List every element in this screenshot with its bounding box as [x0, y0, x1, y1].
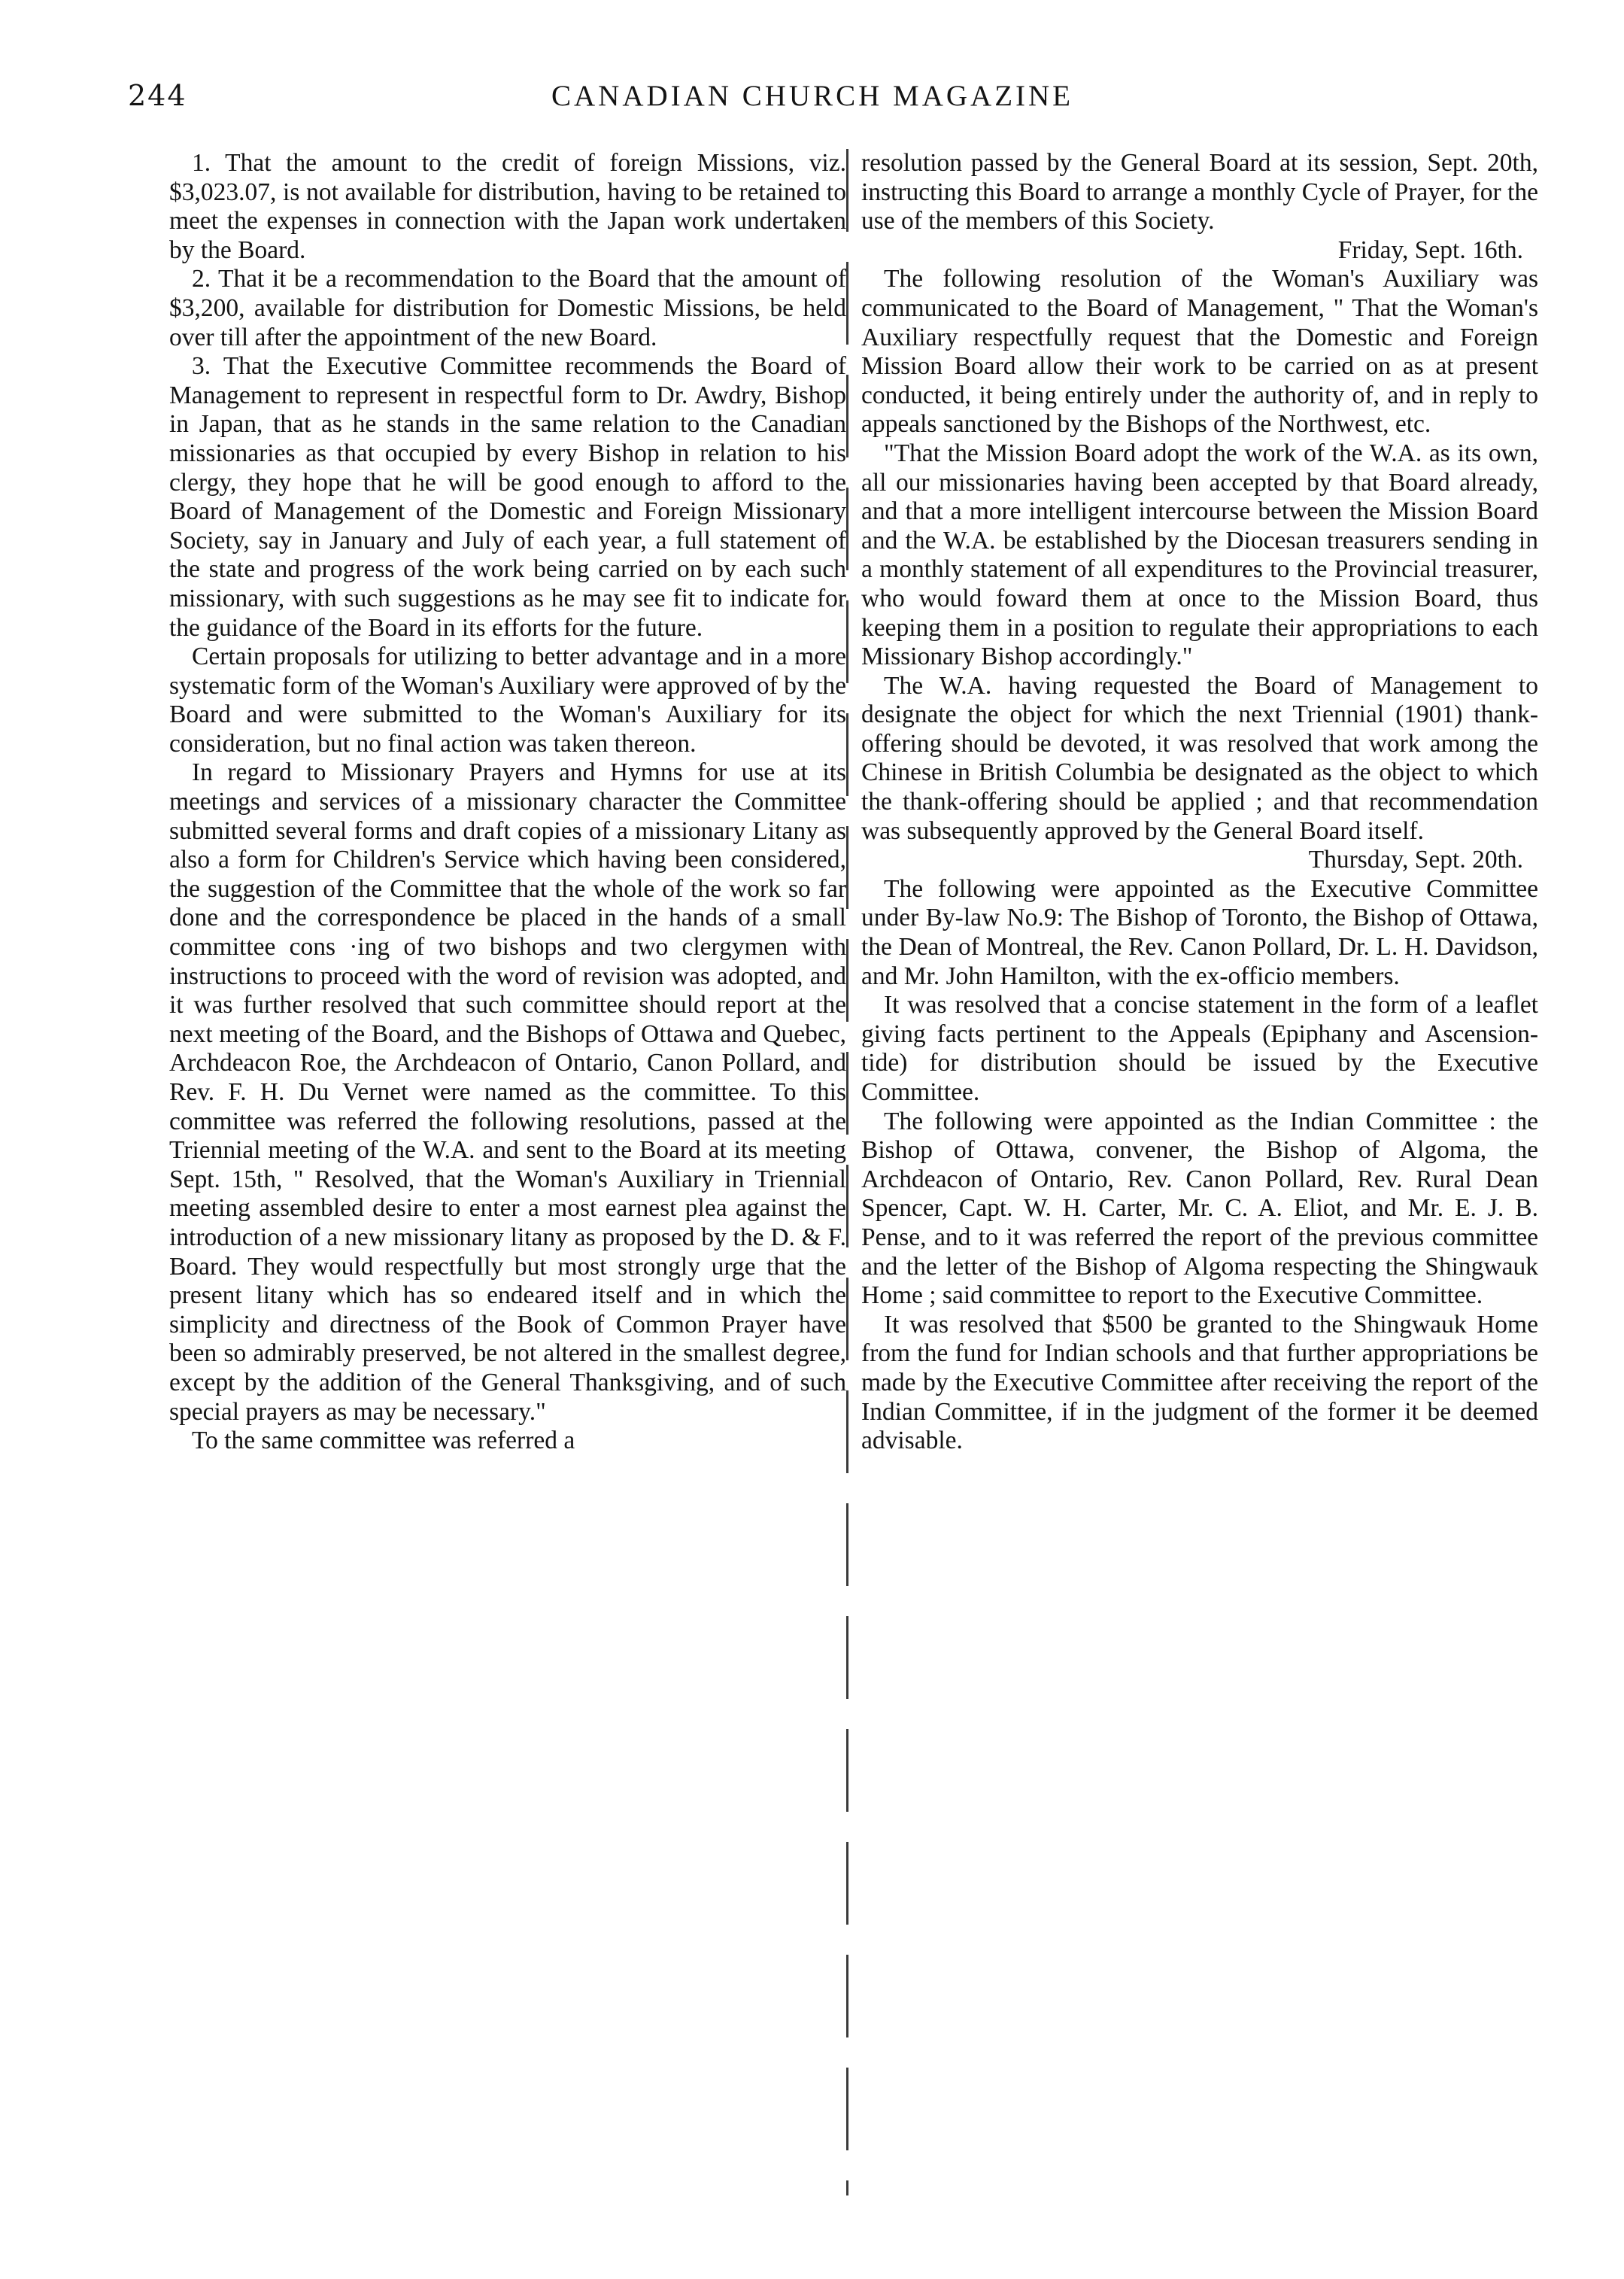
left-column — [169, 149, 846, 1456]
paragraph-executive-committee: The following were appointed as the Executive Committee under By-law No.9: The Bishop of Toronto, the Bishop of Ottawa, the Dean of Montreal, the Rev. Canon Pollard, Dr. L. H. Davidson, and Mr. John Hamilton, with the ex-officio members. — [861, 874, 1538, 990]
paragraph-indian-committee: The following were appointed as the Indian Committee : the Bishop of Ottawa, convener, the Bishop of Algoma, the Archdeacon of Ontario, Rev. Canon Pollard, Rev. Rural Dean Spencer, Capt. W. H. Carter, Mr. C. A. Eliot, and Mr. E. J. B. Pense, and to it was referred the report of the previous committee and the letter of the Bishop of Algoma respecting the Shingwauk Home ; said committee to report to the Executive Committee. — [861, 1107, 1538, 1310]
page-number: 244 — [128, 79, 187, 112]
continued-paragraph: resolution passed by the General Board at its session, Sept. 20th, instructing this Board to arrange a monthly Cycle of Prayer, for the use of the members of this Society. — [861, 149, 1538, 235]
right-column — [861, 149, 1538, 1456]
paragraph-same-committee: To the same committee was referred a — [192, 1427, 575, 1455]
paragraph-mission-board-adopt: "That the Mission Board adopt the work of the W.A. as its own, all our missionaries having been accepted by that Board already, and that a more intelligent intercourse between the Mission Board and the W.A. be established by the Diocesan treasurers sending in a monthly statement of all expenditures to the Provincial treasurer, who would foward them at once to the Mission Board, thus keeping them in a position to regulate their appropriations to each Missionary Bishop accordingly." — [861, 439, 1538, 671]
resolution-1: 1. That the amount to the credit of foreign Missions, viz. $3,023.07, is not available for distribution, having to be retained to meet the expenses in connection with the Japan work undertaken by the Board. — [169, 149, 846, 264]
running-head-title: CANADIAN CHURCH MAGAZINE — [551, 80, 1073, 112]
dateline-friday: Friday, Sept. 16th. — [1337, 235, 1523, 264]
dateline-thursday: Thursday, Sept. 20th. — [1308, 846, 1523, 874]
paragraph-shingwauk-grant: It was resolved that $500 be granted to the Shingwauk Home from the fund for Indian schools and that further appropriations be made by the Executive Committee after receiving the report of the Indian Committee, if in the judgment of the former it be deemed advisable. — [861, 1310, 1538, 1455]
paragraph-missionary-prayers: In regard to Missionary Prayers and Hymns for use at its meetings and services of a missionary character the Committee submitted several forms and draft copies of a missionary Litany as also a form for Children's Service which having been considered, the suggestion of the Committee that the whole of the work so far done and the correspondence be placed in the hands of a small committee cons ·ing of two bishops and two clergymen with instructions to proceed with the word of revision was adopted, and it was further resolved that such committee should report at the next meeting of the Board, and the Bishops of Ottawa and Quebec, Archdeacon Roe, the Archdeacon of Ontario, Canon Pollard, and Rev. F. H. Du Vernet were named as the committee. To this committee was referred the following resolutions, passed at the Triennial meeting of the W.A. and sent to the Board at its meeting Sept. 15th, " Resolved, that the Woman's Auxiliary in Triennial meeting assembled desire to enter a most earnest plea against the introduction of a new missionary litany as proposed by the D. & F. Board. They would respectfully but most strongly urge that the present litany which has so endeared itself and in which the simplicity and directness of the Book of Common Prayer have been so admirably preserved, be not altered in the smallest degree, except by the addition of the General Thanksgiving, and of such special prayers as may be necessary." — [169, 758, 846, 1426]
paragraph-womans-auxiliary-proposals: Certain proposals for utilizing to better advantage and in a more systematic form of the Woman's Auxiliary were approved of by the Board and were submitted to the Woman's Auxiliary for its consideration, but no final action was taken thereon. — [169, 643, 846, 758]
paragraph-thank-offering: The W.A. having requested the Board of Management to designate the object for which the next Triennial (1901) thank-offering should be devoted, it was resolved that work among the Chinese in British Columbia be designated as the object to which the thank-offering should be applied ; and that recommendation was subsequently approved by the General Board itself. — [861, 671, 1538, 845]
page-header — [128, 79, 1497, 124]
resolution-3: 3. That the Executive Committee recommends the Board of Management to represent in respectful form to Dr. Awdry, Bishop in Japan, that as he stands in the same relation to the Canadian missionaries as that occupied by every Bishop in relation to his clergy, they hope that he will be good enough to afford to the Board of Management of the Domestic and Foreign Missionary Society, say in January and July of each year, a full statement of the state and progress of the work being carried on by each such missionary, with such suggestions as he may see fit to indicate for the guidance of the Board in its efforts for the future. — [169, 352, 846, 642]
column-divider — [846, 149, 848, 2195]
resolution-2: 2. That it be a recommendation to the Board that the amount of $3,200, available for distribution for Domestic Missions, be held over till after the appointment of the new Board. — [169, 265, 846, 351]
paragraph-wa-resolution: The following resolution of the Woman's Auxiliary was communicated to the Board of Management, " That the Woman's Auxiliary respectfully request that the Domestic and Foreign Mission Board allow their work to be carried on as at present conducted, it being entirely under the authority of, and in reply to appeals sanctioned by the Bishops of the Northwest, etc. — [861, 265, 1538, 439]
paragraph-leaflet: It was resolved that a concise statement in the form of a leaflet giving facts pertinent to the Appeals (Epiphany and Ascension-tide) for distribution should be issued by the Executive Committee. — [861, 991, 1538, 1106]
